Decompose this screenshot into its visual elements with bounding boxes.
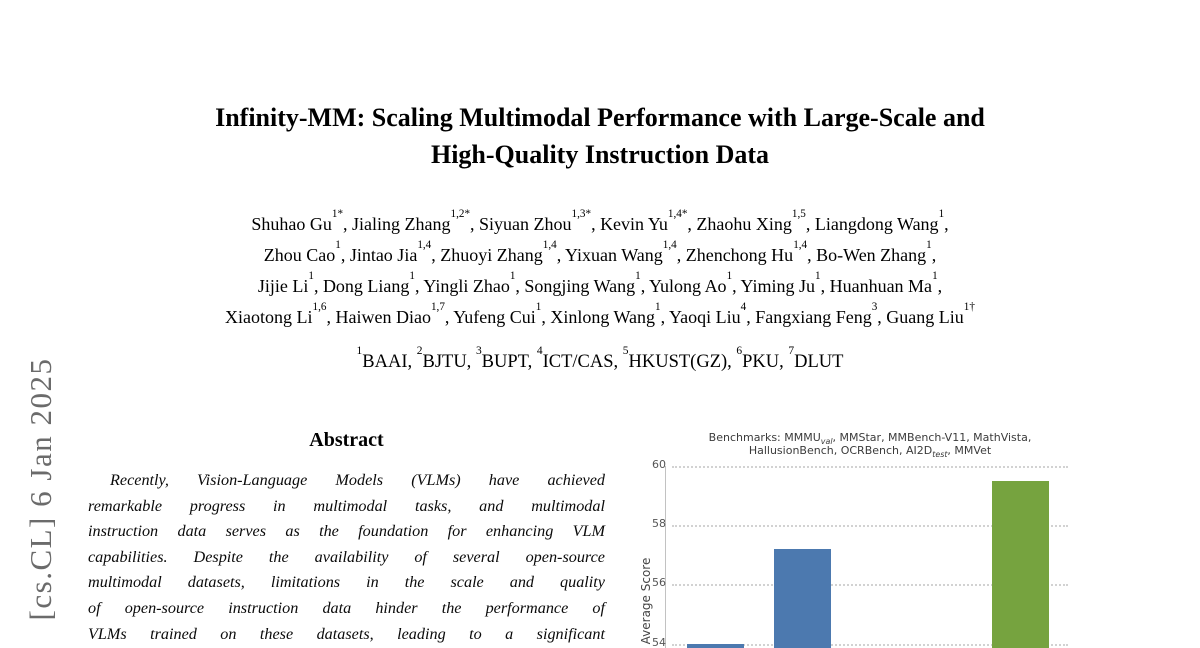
- abstract-line: VLMs trained on these datasets, leading to a significant: [88, 624, 605, 643]
- y-tick-label: 60: [652, 458, 666, 471]
- y-axis-spine: [665, 466, 666, 648]
- y-tick-label: 56: [652, 576, 666, 590]
- chart-title-line-2: HallusionBench, OCRBench, $AI2D_{test}$, MMVet: [748, 444, 992, 460]
- y-tick-label: 54: [652, 635, 666, 648]
- abstract-text: [88, 468, 605, 647]
- author-line-4: Xiaotong Li$^{1,6}$, Haiwen Diao$^{1,7}$, Yufeng Cui$^1$, Xinlong Wang$^1$, Yaoqi Liu$^4$, Fangxiang Feng$^3$, Guang Liu$^{1\dagger}$: [225, 300, 975, 327]
- chart-area: [628, 425, 1100, 648]
- abstract-heading: Abstract: [309, 429, 384, 451]
- bar-3: [992, 481, 1049, 648]
- author-list: [0, 209, 1200, 333]
- abstract-line: capabilities. Despite the availability of several open-source: [88, 547, 605, 566]
- paper-title: [0, 99, 1200, 173]
- author-line-1: Shuhao $Gu^{1*}$, Jialing Zhang$^{1,2*}$, Siyuan Zhou$^{1,3*}$, Kevin $Yu^{1,4*}$, Zhaohu Xing$^{1,5}$, Liangdong Wang$^1$,: [251, 207, 949, 234]
- gridline-60: [672, 466, 1068, 468]
- author-line-3: Jijie Li$^1$, Dong Liang$^1$, Yingli Zhao$^1$, Songjing Wang$^1$, Yulong Ao$^1$, Yiming Ju$^1$, Huanhuan Ma$^1$,: [257, 269, 943, 296]
- arxiv-stamp: [cs.CL] 6 Jan 2025: [23, 357, 58, 621]
- paper-title-line-2: High-Quality Instruction Data: [430, 140, 770, 169]
- bar-1: [687, 644, 744, 648]
- y-axis-label: Average Score: [639, 557, 653, 645]
- author-line-2: Zhou Cao$^1$, Jintao Jia$^{1,4}$, Zhuoyi Zhang$^{1,4}$, Yixuan Wang$^{1,4}$, Zhenchong Hu$^{1,4}$, Bo-Wen Zhang$^1$,: [263, 238, 937, 265]
- abstract-line: Recently, Vision-Language Models (VLMs) have achieved: [110, 471, 605, 489]
- chart-title-line-1: Benchmarks: $MMMU_{val}$, MMStar, MMBench-V11, MathVista,: [708, 431, 1032, 447]
- bar-2: [774, 549, 831, 648]
- abstract-line: instruction data serves as the foundation for enhancing VLM: [88, 522, 605, 541]
- paper-title-line-1: Infinity-MM: Scaling Multimodal Performance with Large-Scale and: [215, 103, 985, 132]
- abstract-line: of open-source instruction data hinder the performance of: [88, 598, 605, 617]
- affiliations: $^1$BAAI, $^2$BJTU, $^3$BUPT, $^4$ICT/CAS, $^5$HKUST(GZ), $^6$PKU, $^7$DLUT: [356, 344, 844, 372]
- y-tick-label: 58: [652, 517, 666, 531]
- abstract-line: multimodal datasets, limitations in the scale and quality: [88, 573, 605, 592]
- abstract-line: remarkable progress in multimodal tasks, and multimodal: [88, 496, 605, 515]
- chart-plot: [672, 466, 1068, 648]
